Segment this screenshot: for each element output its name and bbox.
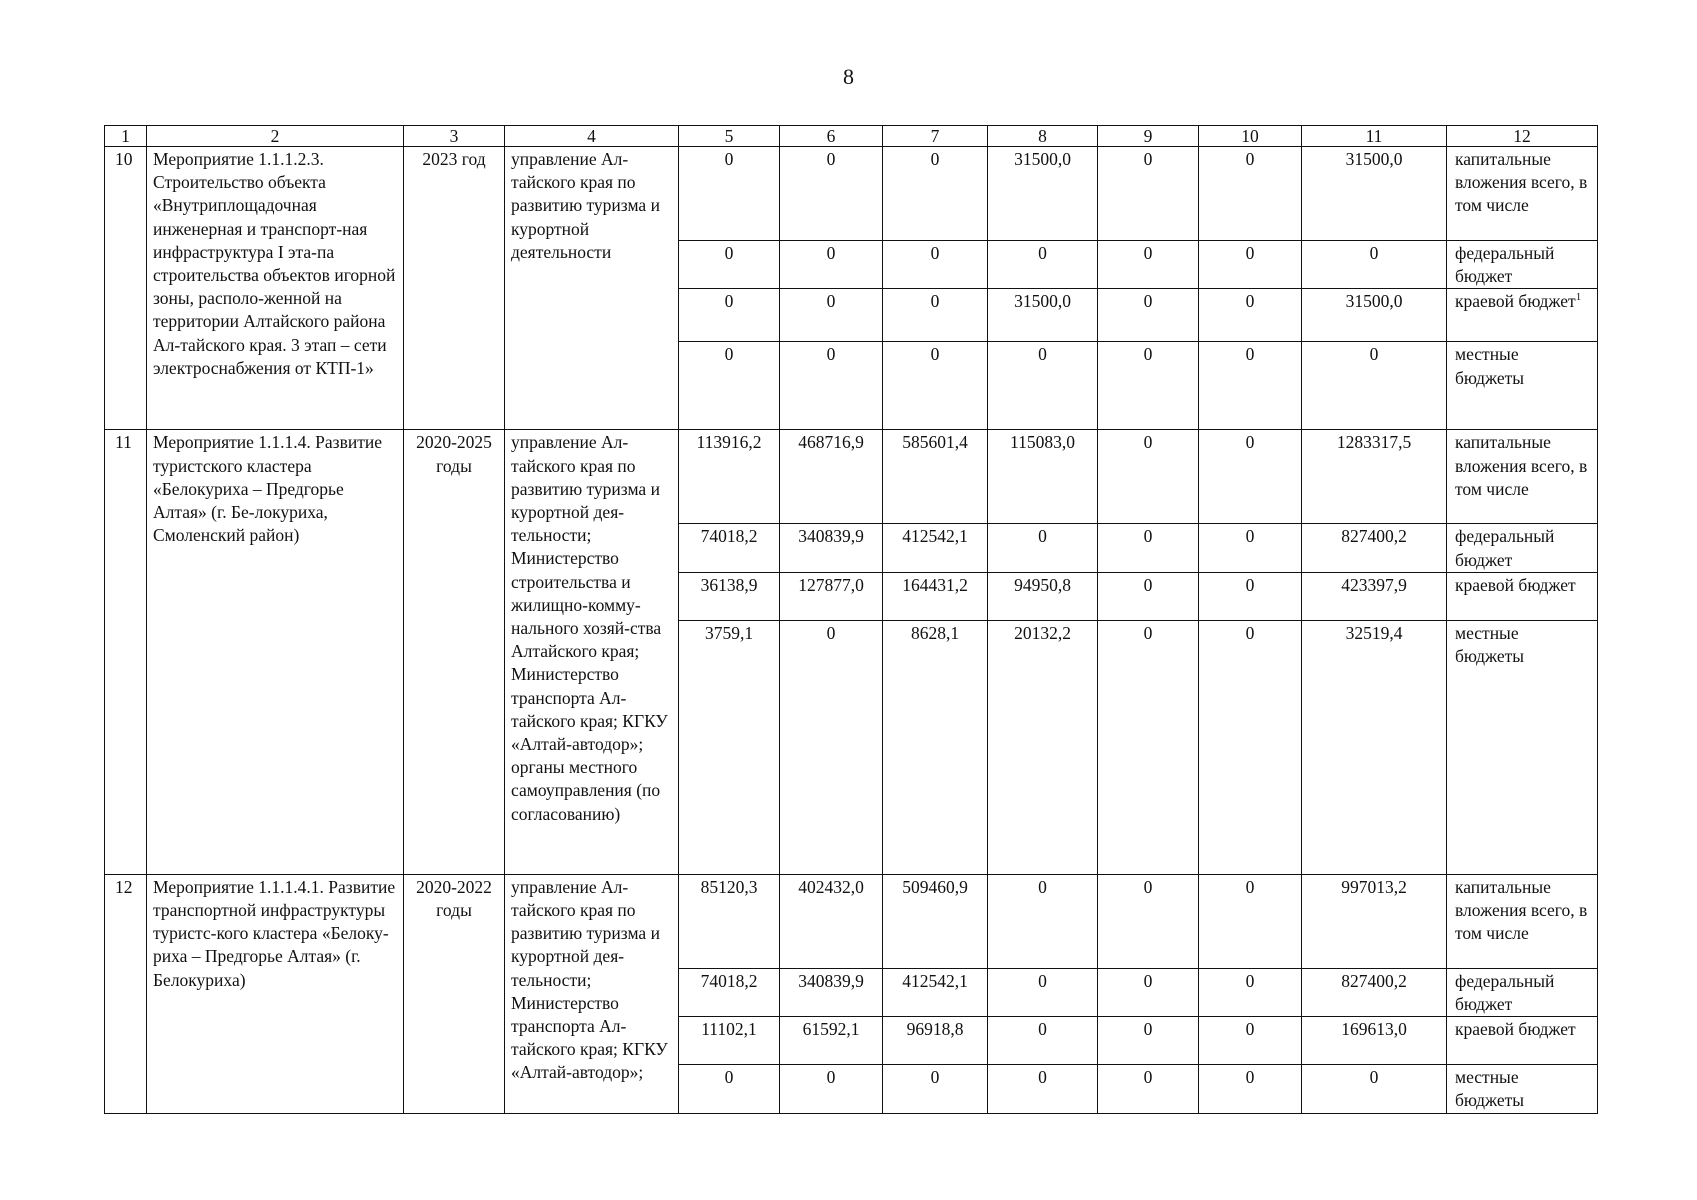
value-cell: 0 — [1199, 874, 1302, 968]
page-number: 8 — [843, 64, 854, 89]
value-cell: 0 — [780, 342, 883, 430]
value-cell: 0 — [1098, 874, 1199, 968]
value-cell: 74018,2 — [679, 524, 780, 572]
column-header: 2 — [147, 126, 404, 147]
value-cell: 0 — [1199, 572, 1302, 620]
value-cell: 0 — [679, 289, 780, 342]
measure-name: Мероприятие 1.1.1.4. Развитие туристского кластера «Белокуриха – Предгорье Алтая» (г. Бе-локуриха, Смоленский район) — [147, 430, 404, 874]
column-header: 9 — [1098, 126, 1199, 147]
value-cell: 115083,0 — [988, 430, 1098, 524]
value-cell: 0 — [780, 1065, 883, 1113]
value-cell: 0 — [1199, 241, 1302, 289]
funding-source-label: федеральный бюджет — [1455, 970, 1555, 1015]
value-cell: 412542,1 — [883, 524, 988, 572]
funding-source — [1447, 289, 1598, 342]
value-cell: 0 — [988, 241, 1098, 289]
value-cell: 0 — [1199, 430, 1302, 524]
value-cell: 31500,0 — [1302, 289, 1447, 342]
value-cell: 997013,2 — [1302, 874, 1447, 968]
value-cell: 0 — [988, 968, 1098, 1016]
value-cell: 0 — [679, 147, 780, 241]
executor-cell: управление Ал-тайского края по развитию туризма и курортной дея-тельности; Министерство строительства и жилищно-комму-нального хозяй-ства Алтайского края; Министерство транспорта Ал-тайского края; КГКУ «Алтай-автодор»; органы местного самоуправления (по согласованию) — [505, 430, 679, 874]
value-cell: 94950,8 — [988, 572, 1098, 620]
measure-name: Мероприятие 1.1.1.2.3. Строительство объекта «Внутриплощадочная инженерная и транспорт-ная инфраструктура I эта-па строительства объектов игорной зоны, располо-женной на территории Алтайского района Ал-тайского края. 3 этап – сети электроснабжения от КТП-1» — [147, 147, 404, 430]
funding-source — [1447, 147, 1598, 241]
column-header: 7 — [883, 126, 988, 147]
funding-source — [1447, 572, 1598, 620]
value-cell: 0 — [1098, 430, 1199, 524]
value-cell: 0 — [1199, 342, 1302, 430]
value-cell: 0 — [1199, 620, 1302, 874]
value-cell: 3759,1 — [679, 620, 780, 874]
value-cell: 0 — [883, 342, 988, 430]
value-cell: 31500,0 — [988, 147, 1098, 241]
value-cell: 0 — [1302, 241, 1447, 289]
table-row — [105, 874, 1598, 968]
value-cell: 8628,1 — [883, 620, 988, 874]
value-cell: 402432,0 — [780, 874, 883, 968]
value-cell: 32519,4 — [1302, 620, 1447, 874]
value-cell: 827400,2 — [1302, 968, 1447, 1016]
column-header: 12 — [1447, 126, 1598, 147]
table-row — [105, 147, 1598, 241]
value-cell: 423397,9 — [1302, 572, 1447, 620]
value-cell: 0 — [1098, 572, 1199, 620]
value-cell: 412542,1 — [883, 968, 988, 1016]
value-cell: 31500,0 — [988, 289, 1098, 342]
value-cell: 0 — [780, 620, 883, 874]
value-cell: 0 — [1098, 524, 1199, 572]
column-header: 5 — [679, 126, 780, 147]
funding-source — [1447, 342, 1598, 430]
funding-source — [1447, 968, 1598, 1016]
value-cell: 113916,2 — [679, 430, 780, 524]
value-cell: 0 — [1302, 342, 1447, 430]
value-cell: 0 — [780, 241, 883, 289]
value-cell: 127877,0 — [780, 572, 883, 620]
value-cell: 340839,9 — [780, 524, 883, 572]
funding-source-label: федеральный бюджет — [1455, 526, 1555, 570]
budget-table — [104, 125, 1598, 1114]
measure-name: Мероприятие 1.1.1.4.1. Развитие транспортной инфраструктуры туристс-кого кластера «Белоку-риха – Предгорье Алтая» (г. Белокуриха) — [147, 874, 404, 1113]
footnote-mark: 1 — [1575, 291, 1582, 304]
row-number: 12 — [105, 874, 147, 1113]
value-cell: 164431,2 — [883, 572, 988, 620]
value-cell: 0 — [1098, 1065, 1199, 1113]
column-header: 4 — [505, 126, 679, 147]
value-cell: 0 — [1098, 620, 1199, 874]
period-cell: 2023 год — [404, 147, 505, 430]
funding-source — [1447, 1065, 1598, 1113]
funding-source — [1447, 1017, 1598, 1065]
value-cell: 0 — [988, 524, 1098, 572]
funding-source — [1447, 874, 1598, 968]
funding-source-label: капитальные вложения всего, в том числе — [1455, 432, 1588, 499]
value-cell: 0 — [883, 1065, 988, 1113]
funding-source — [1447, 620, 1598, 874]
value-cell: 0 — [883, 147, 988, 241]
value-cell: 0 — [988, 1017, 1098, 1065]
column-header: 1 — [105, 126, 147, 147]
funding-source-label: краевой бюджет — [1455, 1019, 1576, 1040]
value-cell: 0 — [679, 1065, 780, 1113]
value-cell: 74018,2 — [679, 968, 780, 1016]
funding-source — [1447, 524, 1598, 572]
value-cell: 0 — [1098, 1017, 1199, 1065]
value-cell: 0 — [1199, 968, 1302, 1016]
value-cell: 0 — [1098, 289, 1199, 342]
value-cell: 1283317,5 — [1302, 430, 1447, 524]
value-cell: 0 — [988, 874, 1098, 968]
value-cell: 0 — [988, 342, 1098, 430]
row-number: 11 — [105, 430, 147, 874]
executor-cell: управление Ал-тайского края по развитию туризма и курортной деятельности — [505, 147, 679, 430]
value-cell: 0 — [883, 289, 988, 342]
table-row — [105, 430, 1598, 524]
value-cell: 0 — [780, 147, 883, 241]
value-cell: 0 — [1302, 1065, 1447, 1113]
funding-source — [1447, 241, 1598, 289]
row-number: 10 — [105, 147, 147, 430]
value-cell: 0 — [988, 1065, 1098, 1113]
value-cell: 11102,1 — [679, 1017, 780, 1065]
value-cell: 36138,9 — [679, 572, 780, 620]
value-cell: 31500,0 — [1302, 147, 1447, 241]
funding-source-label: местные бюджеты — [1455, 1067, 1525, 1111]
value-cell: 0 — [1199, 147, 1302, 241]
column-header: 3 — [404, 126, 505, 147]
funding-source-label: капитальные вложения всего, в том числе — [1455, 149, 1588, 216]
funding-source-label: местные бюджеты — [1455, 622, 1525, 667]
period-cell: 2020-2025 годы — [404, 430, 505, 874]
value-cell: 85120,3 — [679, 874, 780, 968]
value-cell: 585601,4 — [883, 430, 988, 524]
value-cell: 0 — [883, 241, 988, 289]
value-cell: 0 — [1199, 289, 1302, 342]
column-header: 10 — [1199, 126, 1302, 147]
header-row — [105, 126, 1598, 147]
value-cell: 96918,8 — [883, 1017, 988, 1065]
funding-source-label: краевой бюджет — [1455, 291, 1576, 312]
value-cell: 0 — [679, 241, 780, 289]
value-cell: 827400,2 — [1302, 524, 1447, 572]
value-cell: 20132,2 — [988, 620, 1098, 874]
funding-source-label: федеральный бюджет — [1455, 243, 1555, 287]
funding-source-label: краевой бюджет — [1455, 574, 1576, 595]
funding-source-label: капитальные вложения всего, в том числе — [1455, 876, 1588, 944]
funding-source-label: местные бюджеты — [1455, 344, 1525, 388]
value-cell: 0 — [1098, 241, 1199, 289]
value-cell: 0 — [1098, 147, 1199, 241]
value-cell: 0 — [1199, 1017, 1302, 1065]
value-cell: 0 — [1098, 342, 1199, 430]
value-cell: 468716,9 — [780, 430, 883, 524]
value-cell: 0 — [780, 289, 883, 342]
value-cell: 0 — [1098, 968, 1199, 1016]
value-cell: 509460,9 — [883, 874, 988, 968]
funding-source — [1447, 430, 1598, 524]
period-cell: 2020-2022 годы — [404, 874, 505, 1113]
value-cell: 340839,9 — [780, 968, 883, 1016]
table-body — [105, 126, 1598, 1114]
value-cell: 0 — [1199, 1065, 1302, 1113]
column-header: 11 — [1302, 126, 1447, 147]
value-cell: 0 — [1199, 524, 1302, 572]
executor-cell: управление Ал-тайского края по развитию туризма и курортной дея-тельности; Министерство транспорта Ал-тайского края; КГКУ «Алтай-автодор»; — [505, 874, 679, 1113]
value-cell: 61592,1 — [780, 1017, 883, 1065]
value-cell: 169613,0 — [1302, 1017, 1447, 1065]
value-cell: 0 — [679, 342, 780, 430]
column-header: 8 — [988, 126, 1098, 147]
column-header: 6 — [780, 126, 883, 147]
